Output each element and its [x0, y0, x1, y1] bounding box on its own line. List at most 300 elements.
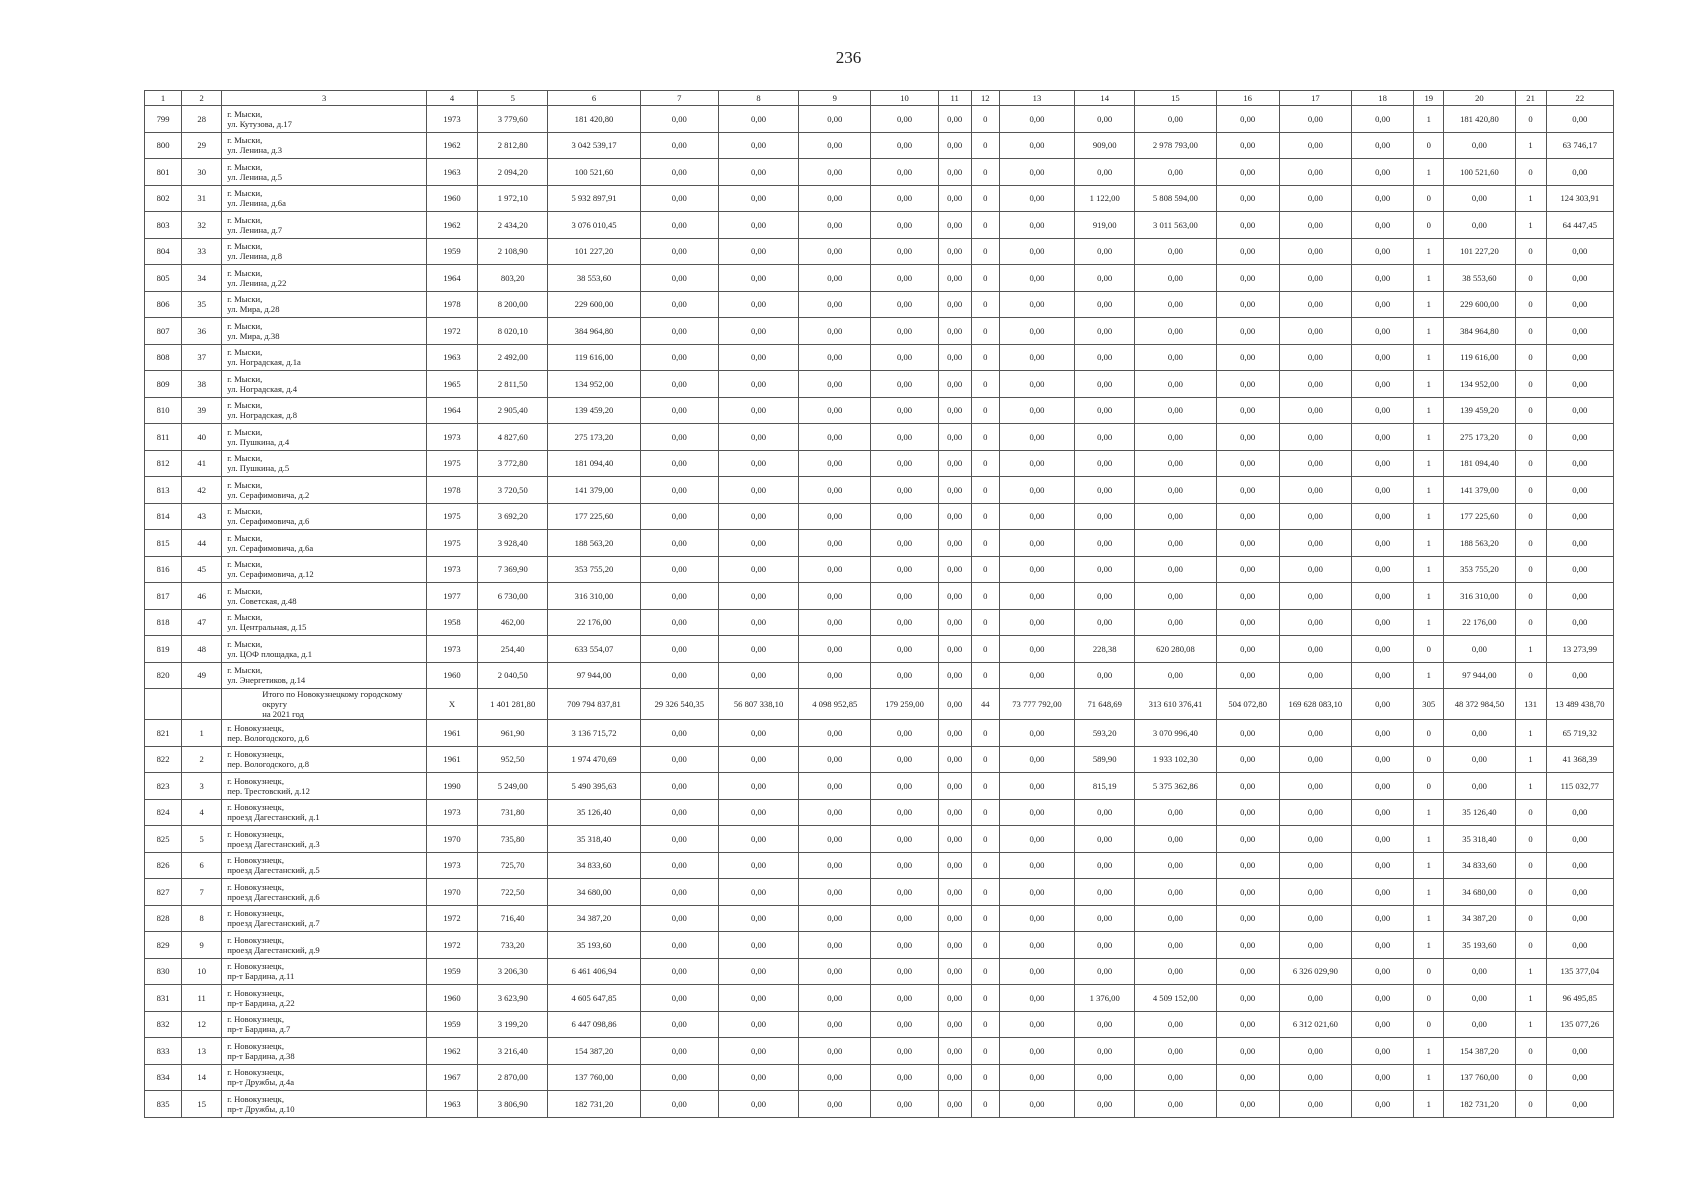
value-cell: 1: [1414, 879, 1444, 906]
value-cell: 0,00: [1279, 985, 1351, 1012]
column-number-header-row: [145, 91, 1614, 106]
value-cell: 0,00: [938, 958, 971, 985]
row-number-cell: 830: [145, 958, 182, 985]
value-cell: 8 020,10: [478, 318, 548, 345]
value-cell: 0,00: [999, 397, 1074, 424]
value-cell: 97 944,00: [1444, 662, 1515, 689]
value-cell: 0,00: [1546, 424, 1613, 451]
row-number-cell: 811: [145, 424, 182, 451]
value-cell: 1: [1414, 318, 1444, 345]
value-cell: 0,00: [718, 424, 798, 451]
local-number-cell: 14: [182, 1064, 222, 1091]
value-cell: 735,80: [478, 826, 548, 853]
value-cell: 0,00: [718, 1038, 798, 1065]
page-number: 236: [835, 48, 862, 67]
value-cell: 3 011 563,00: [1135, 212, 1216, 239]
value-cell: 3 042 539,17: [548, 132, 640, 159]
value-cell: 0,00: [1352, 662, 1414, 689]
value-cell: 1: [1414, 424, 1444, 451]
value-cell: 0,00: [999, 1091, 1074, 1118]
value-cell: 0,00: [938, 852, 971, 879]
value-cell: 0,00: [1279, 424, 1351, 451]
address-cell: [222, 905, 427, 932]
value-cell: 0,00: [640, 636, 718, 663]
column-number-header: 22: [1546, 91, 1613, 106]
row-number-cell: 812: [145, 450, 182, 477]
value-cell: 0,00: [1135, 1064, 1216, 1091]
value-cell: 0,00: [938, 799, 971, 826]
value-cell: 0,00: [640, 799, 718, 826]
local-number-cell: 10: [182, 958, 222, 985]
address-cell: [222, 1038, 427, 1065]
value-cell: 0,00: [1216, 985, 1279, 1012]
address-street: пр-т Бардина, д.38: [227, 1050, 295, 1061]
value-cell: 316 310,00: [1444, 583, 1515, 610]
value-cell: 5 808 594,00: [1135, 185, 1216, 212]
value-cell: 0,00: [999, 662, 1074, 689]
table-row: [145, 609, 1614, 636]
value-cell: 0,00: [718, 291, 798, 318]
value-cell: 0,00: [999, 1064, 1074, 1091]
address-street: ул. Серафимовича, д.12: [227, 569, 314, 580]
value-cell: 0,00: [1444, 773, 1515, 800]
value-cell: 0,00: [1352, 932, 1414, 959]
value-cell: 0,00: [938, 556, 971, 583]
value-cell: 0,00: [640, 985, 718, 1012]
value-cell: 0,00: [640, 720, 718, 747]
value-cell: 137 760,00: [1444, 1064, 1515, 1091]
value-cell: 0,00: [1216, 826, 1279, 853]
value-cell: 0,00: [999, 636, 1074, 663]
value-cell: 0,00: [1444, 212, 1515, 239]
value-cell: 0,00: [640, 344, 718, 371]
value-cell: 0,00: [799, 636, 871, 663]
value-cell: 0,00: [1216, 503, 1279, 530]
address-street: ул. Серафимовича, д.6а: [227, 542, 314, 553]
value-cell: 38 553,60: [548, 265, 640, 292]
local-number-cell: 3: [182, 773, 222, 800]
value-cell: 0,00: [1546, 159, 1613, 186]
total-empty-cell: [182, 689, 222, 720]
value-cell: 0,00: [799, 852, 871, 879]
value-cell: 97 944,00: [548, 662, 640, 689]
address-cell: [222, 318, 427, 345]
value-cell: 0,00: [1135, 609, 1216, 636]
address-cell: [222, 1011, 427, 1038]
value-cell: 0: [971, 344, 999, 371]
value-cell: 1: [1515, 132, 1546, 159]
value-cell: 3 206,30: [478, 958, 548, 985]
value-cell: 0,00: [1216, 159, 1279, 186]
value-cell: 0,00: [1279, 609, 1351, 636]
value-cell: 0,00: [799, 238, 871, 265]
value-cell: 2 811,50: [478, 371, 548, 398]
value-cell: 0,00: [938, 397, 971, 424]
value-cell: 0,00: [871, 879, 938, 906]
address-city: г. Мыски,: [227, 294, 263, 305]
address-cell: [222, 159, 427, 186]
row-number-cell: 814: [145, 503, 182, 530]
value-cell: 0,00: [938, 212, 971, 239]
value-cell: 0,00: [1075, 1091, 1135, 1118]
total-cell: 71 648,69: [1075, 689, 1135, 720]
value-cell: 0,00: [1075, 609, 1135, 636]
value-cell: 1: [1515, 720, 1546, 747]
value-cell: 0,00: [799, 609, 871, 636]
local-number-cell: 38: [182, 371, 222, 398]
value-cell: 716,40: [478, 905, 548, 932]
address-cell: [222, 932, 427, 959]
value-cell: 0,00: [999, 291, 1074, 318]
total-cell: 29 326 540,35: [640, 689, 718, 720]
address-cell: [222, 720, 427, 747]
value-cell: 0,00: [1135, 1038, 1216, 1065]
value-cell: 731,80: [478, 799, 548, 826]
value-cell: 0,00: [999, 1011, 1074, 1038]
value-cell: 0,00: [1352, 1038, 1414, 1065]
value-cell: 1: [1515, 1011, 1546, 1038]
value-cell: 0,00: [938, 746, 971, 773]
value-cell: 0,00: [1075, 371, 1135, 398]
value-cell: 0,00: [999, 958, 1074, 985]
value-cell: 0,00: [1279, 773, 1351, 800]
address-cell: [222, 185, 427, 212]
value-cell: 0,00: [1352, 503, 1414, 530]
value-cell: 1: [1414, 106, 1444, 133]
address-street: проезд Дагестанский, д.1: [227, 812, 320, 823]
address-cell: [222, 609, 427, 636]
value-cell: 0,00: [1075, 291, 1135, 318]
address-street: ул. Ноградская, д.8: [227, 410, 298, 421]
address-cell: [222, 106, 427, 133]
value-cell: 0,00: [938, 503, 971, 530]
table-row: [145, 424, 1614, 451]
column-number-header: 16: [1216, 91, 1279, 106]
local-number-cell: 41: [182, 450, 222, 477]
table-row: [145, 662, 1614, 689]
value-cell: 0: [971, 291, 999, 318]
value-cell: 0,00: [871, 905, 938, 932]
address-city: г. Мыски,: [227, 559, 263, 570]
value-cell: 0,00: [799, 985, 871, 1012]
value-cell: 0,00: [1279, 503, 1351, 530]
value-cell: 1961: [426, 746, 477, 773]
value-cell: 0,00: [1216, 1064, 1279, 1091]
row-number-cell: 804: [145, 238, 182, 265]
value-cell: 1959: [426, 1011, 477, 1038]
value-cell: 0: [1515, 583, 1546, 610]
value-cell: 725,70: [478, 852, 548, 879]
value-cell: 38 553,60: [1444, 265, 1515, 292]
value-cell: 0,00: [640, 852, 718, 879]
value-cell: 1975: [426, 530, 477, 557]
value-cell: 0,00: [999, 746, 1074, 773]
value-cell: 0,00: [999, 265, 1074, 292]
value-cell: 0,00: [999, 609, 1074, 636]
value-cell: 0,00: [938, 291, 971, 318]
value-cell: 0,00: [1216, 746, 1279, 773]
value-cell: 0: [1515, 799, 1546, 826]
value-cell: 952,50: [478, 746, 548, 773]
value-cell: 0,00: [1546, 1064, 1613, 1091]
value-cell: 0,00: [1546, 609, 1613, 636]
value-cell: 0,00: [1546, 905, 1613, 932]
address-cell: [222, 397, 427, 424]
address-city: г. Новокузнецк,: [227, 1093, 284, 1104]
value-cell: 0,00: [999, 424, 1074, 451]
value-cell: 34 833,60: [548, 852, 640, 879]
value-cell: 0,00: [938, 1091, 971, 1118]
value-cell: 0,00: [999, 1038, 1074, 1065]
row-number-cell: 833: [145, 1038, 182, 1065]
total-row: [145, 689, 1614, 720]
column-number-header: 13: [999, 91, 1074, 106]
value-cell: 0: [1515, 932, 1546, 959]
value-cell: 316 310,00: [548, 583, 640, 610]
value-cell: 0,00: [1279, 905, 1351, 932]
value-cell: 0: [971, 636, 999, 663]
value-cell: 0,00: [1279, 291, 1351, 318]
value-cell: 0,00: [1352, 397, 1414, 424]
value-cell: 2 434,20: [478, 212, 548, 239]
value-cell: 0,00: [640, 1011, 718, 1038]
value-cell: 177 225,60: [548, 503, 640, 530]
value-cell: 0,00: [1075, 958, 1135, 985]
value-cell: 0: [971, 424, 999, 451]
column-number-header: 5: [478, 91, 548, 106]
value-cell: 0,00: [718, 985, 798, 1012]
value-cell: 0,00: [799, 1011, 871, 1038]
row-number-cell: 816: [145, 556, 182, 583]
address-city: г. Новокузнецк,: [227, 855, 284, 866]
value-cell: 0,00: [718, 826, 798, 853]
value-cell: 0,00: [938, 773, 971, 800]
value-cell: 0,00: [718, 932, 798, 959]
local-number-cell: 1: [182, 720, 222, 747]
value-cell: 181 094,40: [1444, 450, 1515, 477]
value-cell: 0,00: [938, 265, 971, 292]
value-cell: 0,00: [871, 636, 938, 663]
row-number-cell: 803: [145, 212, 182, 239]
address-cell: [222, 132, 427, 159]
value-cell: 0,00: [871, 344, 938, 371]
value-cell: 0,00: [1279, 879, 1351, 906]
address-street: ул. Мира, д.28: [227, 304, 280, 315]
value-cell: 0: [1515, 905, 1546, 932]
address-cell: [222, 477, 427, 504]
address-street: проезд Дагестанский, д.9: [227, 944, 320, 955]
column-number-header: 4: [426, 91, 477, 106]
value-cell: 3 720,50: [478, 477, 548, 504]
value-cell: 0,00: [1279, 318, 1351, 345]
total-cell: 0,00: [1352, 689, 1414, 720]
address-street: пр-т Бардина, д.7: [227, 1024, 291, 1035]
value-cell: 0,00: [871, 773, 938, 800]
value-cell: 0,00: [938, 609, 971, 636]
value-cell: 3 076 010,45: [548, 212, 640, 239]
value-cell: 0,00: [640, 662, 718, 689]
row-number-cell: 801: [145, 159, 182, 186]
value-cell: 0,00: [718, 556, 798, 583]
value-cell: 0,00: [1279, 583, 1351, 610]
value-cell: 34 387,20: [1444, 905, 1515, 932]
value-cell: 0: [971, 106, 999, 133]
value-cell: 34 680,00: [548, 879, 640, 906]
value-cell: 1973: [426, 424, 477, 451]
table-row: [145, 556, 1614, 583]
column-number-header: 12: [971, 91, 999, 106]
value-cell: 0,00: [1352, 958, 1414, 985]
value-cell: 0,00: [999, 583, 1074, 610]
row-number-cell: 831: [145, 985, 182, 1012]
local-number-cell: 36: [182, 318, 222, 345]
value-cell: 1: [1414, 344, 1444, 371]
address-street: ул. Ноградская, д.4: [227, 383, 298, 394]
value-cell: 0,00: [1216, 1011, 1279, 1038]
value-cell: 3 216,40: [478, 1038, 548, 1065]
value-cell: 0,00: [1216, 636, 1279, 663]
value-cell: 0,00: [799, 799, 871, 826]
value-cell: 0,00: [1279, 450, 1351, 477]
value-cell: 0,00: [1216, 1038, 1279, 1065]
value-cell: 188 563,20: [548, 530, 640, 557]
value-cell: 1965: [426, 371, 477, 398]
total-label-line: Итого по Новокузнецкому городскому округу: [262, 689, 403, 709]
housing-registry-table: [144, 90, 1614, 1118]
address-city: г. Новокузнецк,: [227, 828, 284, 839]
value-cell: 0: [1515, 424, 1546, 451]
value-cell: 0,00: [1279, 746, 1351, 773]
value-cell: 135 077,26: [1546, 1011, 1613, 1038]
value-cell: 0,00: [938, 477, 971, 504]
total-cell: 709 794 837,81: [548, 689, 640, 720]
value-cell: 1972: [426, 932, 477, 959]
value-cell: 0,00: [999, 344, 1074, 371]
address-cell: [222, 1064, 427, 1091]
value-cell: 6 461 406,94: [548, 958, 640, 985]
value-cell: 0: [971, 185, 999, 212]
value-cell: 115 032,77: [1546, 773, 1613, 800]
address-cell: [222, 583, 427, 610]
value-cell: 0,00: [1279, 1038, 1351, 1065]
value-cell: 0,00: [799, 185, 871, 212]
value-cell: 0,00: [640, 826, 718, 853]
value-cell: 0: [971, 450, 999, 477]
value-cell: 0,00: [1546, 450, 1613, 477]
address-cell: [222, 212, 427, 239]
value-cell: 0,00: [1216, 530, 1279, 557]
address-street: ул. Ленина, д.22: [227, 277, 287, 288]
address-city: г. Мыски,: [227, 453, 263, 464]
address-cell: [222, 424, 427, 451]
address-cell: [222, 799, 427, 826]
total-label: [222, 689, 427, 720]
value-cell: 0,00: [640, 318, 718, 345]
value-cell: 0,00: [799, 556, 871, 583]
value-cell: 154 387,20: [1444, 1038, 1515, 1065]
value-cell: 0,00: [1444, 185, 1515, 212]
value-cell: 35 193,60: [1444, 932, 1515, 959]
value-cell: 0: [1515, 477, 1546, 504]
value-cell: 0,00: [640, 291, 718, 318]
value-cell: 0,00: [1135, 662, 1216, 689]
value-cell: 0: [971, 583, 999, 610]
value-cell: 0: [1414, 958, 1444, 985]
value-cell: 0,00: [1279, 477, 1351, 504]
value-cell: 384 964,80: [1444, 318, 1515, 345]
value-cell: 0,00: [718, 905, 798, 932]
total-cell: 56 807 338,10: [718, 689, 798, 720]
value-cell: 0,00: [640, 450, 718, 477]
local-number-cell: 9: [182, 932, 222, 959]
value-cell: 0,00: [1135, 397, 1216, 424]
value-cell: 0,00: [718, 503, 798, 530]
value-cell: 0: [1515, 852, 1546, 879]
value-cell: 1: [1414, 238, 1444, 265]
value-cell: 0: [971, 556, 999, 583]
total-cell: Х: [426, 689, 477, 720]
value-cell: 0,00: [1135, 291, 1216, 318]
value-cell: 0: [1515, 318, 1546, 345]
row-number-cell: 815: [145, 530, 182, 557]
value-cell: 228,38: [1075, 636, 1135, 663]
value-cell: 0,00: [1216, 185, 1279, 212]
value-cell: 0,00: [1135, 318, 1216, 345]
value-cell: 0: [1515, 503, 1546, 530]
value-cell: 0,00: [1352, 773, 1414, 800]
value-cell: 0,00: [1135, 106, 1216, 133]
value-cell: 0,00: [1075, 932, 1135, 959]
value-cell: 0,00: [640, 477, 718, 504]
value-cell: 0,00: [1352, 720, 1414, 747]
value-cell: 0,00: [1352, 583, 1414, 610]
value-cell: 1975: [426, 450, 477, 477]
value-cell: 0,00: [718, 773, 798, 800]
value-cell: 0,00: [799, 344, 871, 371]
row-number-cell: 817: [145, 583, 182, 610]
value-cell: 0,00: [871, 746, 938, 773]
value-cell: 0: [1515, 291, 1546, 318]
value-cell: 0,00: [718, 1011, 798, 1038]
value-cell: 0,00: [871, 159, 938, 186]
value-cell: 35 126,40: [548, 799, 640, 826]
value-cell: 0,00: [871, 932, 938, 959]
value-cell: 0: [971, 1064, 999, 1091]
value-cell: 65 719,32: [1546, 720, 1613, 747]
table-row: [145, 530, 1614, 557]
value-cell: 1: [1414, 826, 1444, 853]
local-number-cell: 34: [182, 265, 222, 292]
value-cell: 0,00: [718, 636, 798, 663]
value-cell: 722,50: [478, 879, 548, 906]
value-cell: 0: [1414, 746, 1444, 773]
value-cell: 0: [1515, 1091, 1546, 1118]
local-number-cell: 37: [182, 344, 222, 371]
value-cell: 1962: [426, 132, 477, 159]
value-cell: 0,00: [999, 238, 1074, 265]
value-cell: 0,00: [1279, 371, 1351, 398]
value-cell: 0,00: [999, 477, 1074, 504]
row-number-cell: 802: [145, 185, 182, 212]
value-cell: 0: [1414, 636, 1444, 663]
value-cell: 2 040,50: [478, 662, 548, 689]
value-cell: 0,00: [871, 799, 938, 826]
value-cell: 5 490 395,63: [548, 773, 640, 800]
value-cell: 0,00: [938, 1038, 971, 1065]
address-street: ул. Пушкина, д.4: [227, 436, 290, 447]
row-number-cell: 808: [145, 344, 182, 371]
value-cell: 0,00: [871, 530, 938, 557]
